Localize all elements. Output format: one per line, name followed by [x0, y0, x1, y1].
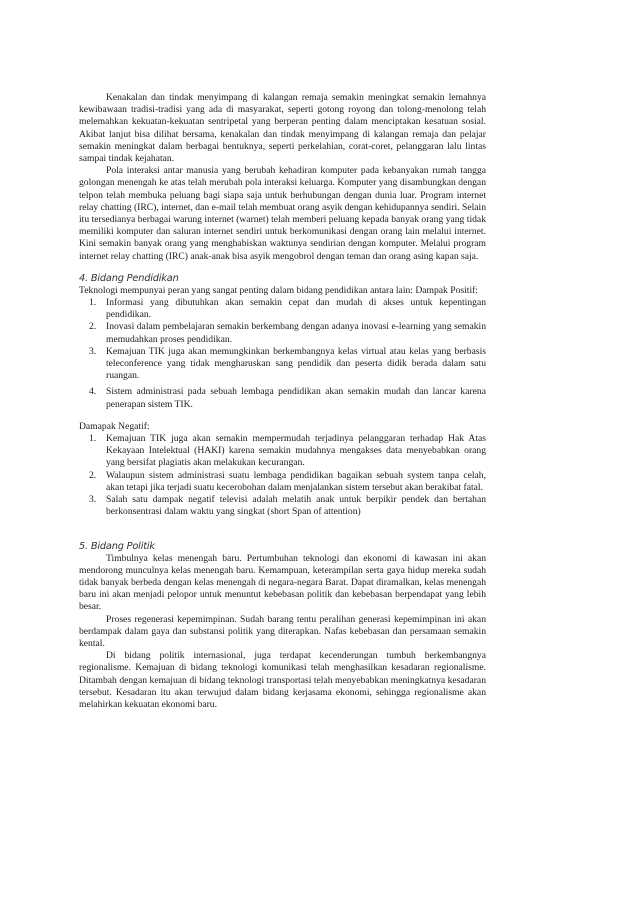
paragraph-pola-interaksi: Pola interaksi antar manusia yang berubah kehadiran komputer pada kebanyakan rumah tangga golongan menengah ke atas telah merubah pola interaksi keluarga. Komputer yang disambungkan dengan telpon telah membuka peluang bagi siapa saja untuk berhubungan dengan dunia luar. Program internet relay chatting (IRC), internet, dan e-mail telah membuat orang asyik dengan kehidupannya sendiri. Selain itu tersedianya berbagai warung internet (warnet) telah memberi peluang kepada banyak orang yang tidak memiliki komputer dan saluran internet sendiri untuk berkomunikasi dengan orang lain melalui internet. Kini semakin banyak orang yang menghabiskan waktunya sendirian dengan komputer. Melalui program internet relay chatting (IRC) anak-anak bisa asyik mengobrol dengan teman dan orang asing kapan saja. — [79, 165, 486, 262]
negative-impact-list — [79, 433, 486, 518]
list-item: 1. Informasi yang dibutuhkan akan semakin cepat dan mudah di akses untuk kepentingan pendidikan. — [89, 297, 486, 321]
spacer — [79, 263, 486, 273]
paragraph-kelas-menengah: Timbulnya kelas menengah baru. Pertumbuhan teknologi dan ekonomi di kawasan ini akan mendorong munculnya kelas menengah baru. Kemampuan, keterampilan serta gaya hidup mereka sudah tidak banyak berbeda dengan kelas menengah di negara-negara Barat. Dapat diramalkan, kelas menengah baru ini akan menjadi pelopor untuk menuntut kebebasan politik dan kebebasan berpendapat yang lebih besar. — [79, 552, 486, 613]
section-heading-pendidikan: 4. Bidang Pendidikan — [79, 272, 179, 284]
negative-impact-label: Damapak Negatif: — [79, 420, 150, 432]
document-page — [79, 92, 486, 711]
section-intro-pendidikan: Teknologi mempunyai peran yang sangat penting dalam bidang pendidikan antara lain: Dampak Positif: — [79, 284, 478, 296]
list-item: 4. Sistem administrasi pada sebuah lembaga pendidikan akan semakin mudah dan lancar karena penerapan sistem TIK. — [89, 386, 486, 410]
list-item: 1. Kemajuan TIK juga akan semakin mempermudah terjadinya pelanggaran terhadap Hak Atas Kekayaan Intelektual (HAKI) karena semakin mudahnya mengakses data menyebabkan orang yang bersifat plagiatis akan melakukan kecurangan. — [89, 433, 486, 469]
section-heading-politik: 5. Bidang Politik — [79, 540, 155, 552]
list-item: 2. Walaupun sistem administrasi suatu lembaga pendidikan bagaikan sebuah system tanpa celah, akan tetapi jika terjadi suatu kecerobohan dalam menjalankan sistem tersebut akan berakibat fatal. — [89, 469, 486, 493]
positive-impact-list — [79, 297, 486, 411]
spacer — [79, 519, 486, 541]
paragraph-regenerasi: Proses regenerasi kepemimpinan. Sudah barang tentu peralihan generasi kepemimpinan ini akan berdampak dalam gaya dan substansi politik yang diterapkan. Nafas kebebasan dan persamaan semakin kental. — [79, 613, 486, 649]
list-item: 3. Kemajuan TIK juga akan memungkinkan berkembangnya kelas virtual atau kelas yang berbasis teleconference yang tidak mengharuskan sang pendidik dan peserta didik berada dalam satu ruangan. — [89, 345, 486, 382]
paragraph-kenakalan: Kenakalan dan tindak menyimpang di kalangan remaja semakin meningkat semakin lemahnya kewibawaan tradisi-tradisi yang ada di masyarakat, seperti gotong royong dan tolong-menolong telah melemahkan kekuatan-kekuatan sentripetal yang berperan penting dalam menciptakan kesatuan sosial. Akibat lanjut bisa dilihat bersama, kenakalan dan tindak menyimpang di kalangan remaja dan pelajar semakin meningkat dalam berbagai bentuknya, seperti perkelahian, corat-coret, pelanggaran lalu lintas sampai tindak kejahatan. — [79, 92, 486, 165]
paragraph-regionalisme: Di bidang politik internasional, juga terdapat kecenderungan tumbuh berkembangnya regionalisme. Kemajuan di bidang teknologi komunikasi telah menghasilkan kesadaran regionalisme. Ditambah dengan kemajuan di bidang teknologi transportasi telah menyebabkan meningkatnya kesadaran tersebut. Kesadaran itu akan terwujud dalam bidang kerjasama ekonomi, sehingga regionalisme akan melahirkan kekuatan ekonomi baru. — [79, 650, 486, 710]
list-item: 2. Inovasi dalam pembelajaran semakin berkembang dengan adanya inovasi e-learning yang semakin memudahkan proses pendidikan. — [89, 321, 486, 345]
list-item: 3. Salah satu dampak negatif televisi adalah melatih anak untuk berpikir pendek dan bertahan berkonsentrasi dalam waktu yang singkat (short Span of attention) — [89, 494, 486, 518]
spacer — [79, 411, 486, 421]
